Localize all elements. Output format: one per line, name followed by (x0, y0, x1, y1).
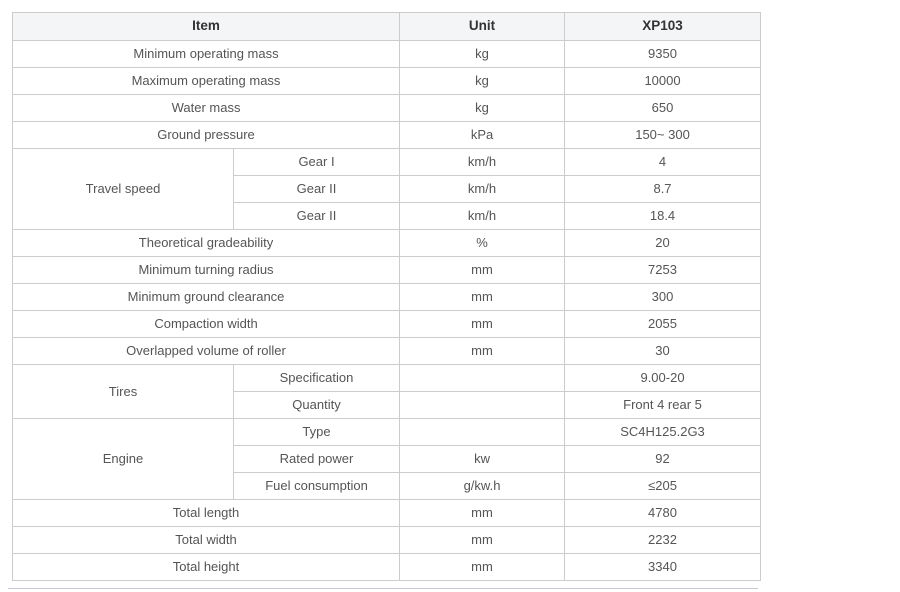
item-cell: Compaction width (13, 311, 400, 338)
item-cell: Minimum turning radius (13, 257, 400, 284)
item-cell: Total width (13, 527, 400, 554)
item-cell: Maximum operating mass (13, 68, 400, 95)
unit-cell: km/h (400, 176, 565, 203)
group-cell-engine: Engine (13, 419, 234, 500)
value-cell: 9.00-20 (565, 365, 761, 392)
subitem-cell: Fuel consumption (234, 473, 400, 500)
header-row (13, 13, 761, 41)
subitem-cell: Gear II (234, 203, 400, 230)
table-row (13, 419, 761, 446)
unit-cell: kg (400, 41, 565, 68)
item-cell: Ground pressure (13, 122, 400, 149)
table-row (13, 284, 761, 311)
value-cell: 10000 (565, 68, 761, 95)
unit-cell: mm (400, 338, 565, 365)
table-row (13, 257, 761, 284)
value-cell: 18.4 (565, 203, 761, 230)
table-row (13, 41, 761, 68)
unit-cell: mm (400, 527, 565, 554)
value-cell: 7253 (565, 257, 761, 284)
table-row (13, 365, 761, 392)
header-cell-model: XP103 (565, 13, 761, 41)
table-row (13, 311, 761, 338)
table-row (13, 230, 761, 257)
subitem-cell: Quantity (234, 392, 400, 419)
unit-cell: mm (400, 500, 565, 527)
subitem-cell: Rated power (234, 446, 400, 473)
value-cell: 4 (565, 149, 761, 176)
unit-cell (400, 419, 565, 446)
unit-cell: kw (400, 446, 565, 473)
value-cell: SC4H125.2G3 (565, 419, 761, 446)
unit-cell: kg (400, 95, 565, 122)
subitem-cell: Type (234, 419, 400, 446)
unit-cell: mm (400, 311, 565, 338)
value-cell: 3340 (565, 554, 761, 581)
value-cell: 2055 (565, 311, 761, 338)
value-cell: 9350 (565, 41, 761, 68)
page-bottom-divider (8, 588, 758, 589)
spec-table-container (12, 12, 761, 581)
item-cell: Total length (13, 500, 400, 527)
group-cell-travel-speed: Travel speed (13, 149, 234, 230)
value-cell: 20 (565, 230, 761, 257)
value-cell: 92 (565, 446, 761, 473)
subitem-cell: Gear II (234, 176, 400, 203)
unit-cell: km/h (400, 149, 565, 176)
item-cell: Overlapped volume of roller (13, 338, 400, 365)
item-cell: Water mass (13, 95, 400, 122)
value-cell: 8.7 (565, 176, 761, 203)
value-cell: Front 4 rear 5 (565, 392, 761, 419)
value-cell: 300 (565, 284, 761, 311)
item-cell: Minimum ground clearance (13, 284, 400, 311)
spec-table (12, 12, 761, 581)
header-cell-unit: Unit (400, 13, 565, 41)
value-cell: 30 (565, 338, 761, 365)
unit-cell: kPa (400, 122, 565, 149)
table-row (13, 149, 761, 176)
value-cell: ≤205 (565, 473, 761, 500)
unit-cell: g/kw.h (400, 473, 565, 500)
value-cell: 2232 (565, 527, 761, 554)
unit-cell (400, 392, 565, 419)
unit-cell: % (400, 230, 565, 257)
value-cell: 650 (565, 95, 761, 122)
item-cell: Minimum operating mass (13, 41, 400, 68)
item-cell: Theoretical gradeability (13, 230, 400, 257)
group-cell-tires: Tires (13, 365, 234, 419)
value-cell: 4780 (565, 500, 761, 527)
table-row (13, 554, 761, 581)
unit-cell (400, 365, 565, 392)
table-row (13, 95, 761, 122)
subitem-cell: Specification (234, 365, 400, 392)
table-row (13, 68, 761, 95)
table-row (13, 122, 761, 149)
value-cell: 150~ 300 (565, 122, 761, 149)
unit-cell: mm (400, 284, 565, 311)
table-row (13, 338, 761, 365)
item-cell: Total height (13, 554, 400, 581)
subitem-cell: Gear I (234, 149, 400, 176)
unit-cell: km/h (400, 203, 565, 230)
unit-cell: kg (400, 68, 565, 95)
table-row (13, 527, 761, 554)
unit-cell: mm (400, 257, 565, 284)
unit-cell: mm (400, 554, 565, 581)
table-row (13, 500, 761, 527)
header-cell-item: Item (13, 13, 400, 41)
